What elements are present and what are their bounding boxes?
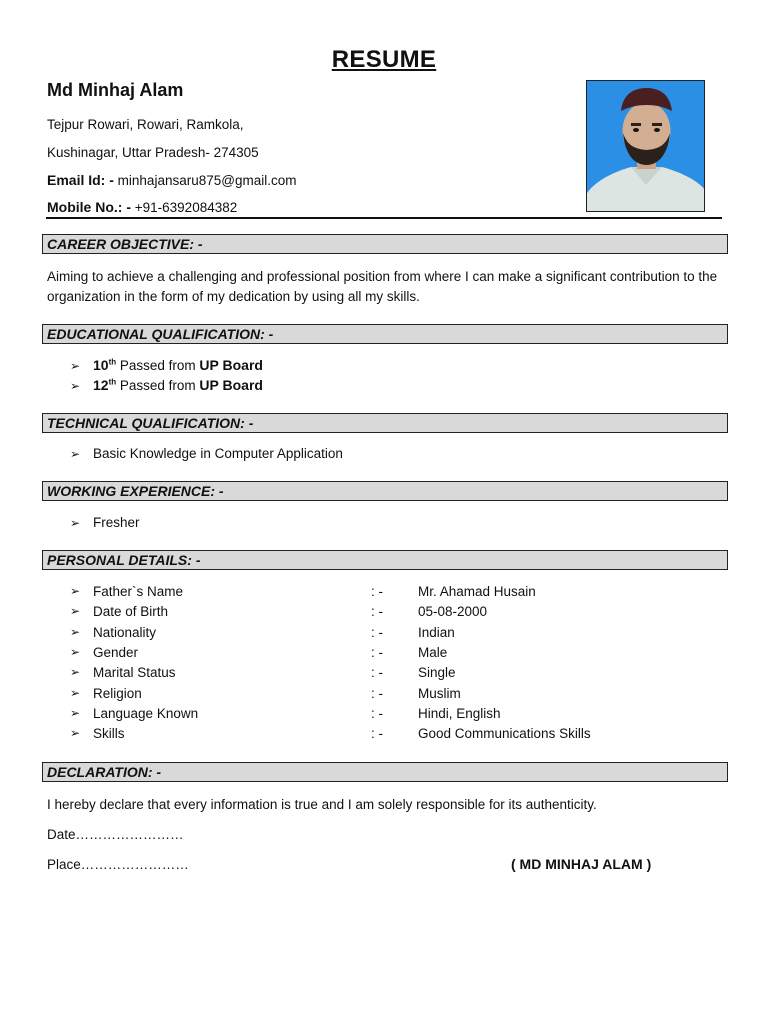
mobile-value: +91-6392084382 xyxy=(134,200,238,215)
date-line: Date…………………… xyxy=(47,827,184,842)
email-value: minhajansaru875@gmail.com xyxy=(117,173,297,188)
personal-detail-separator: : - xyxy=(371,705,383,721)
personal-detail-separator: : - xyxy=(371,665,383,681)
education-grade: 12 xyxy=(93,377,109,393)
personal-detail-value: Single xyxy=(418,665,456,681)
personal-detail-row xyxy=(70,706,670,726)
career-objective-text: Aiming to achieve a challenging and professional position from where I can make a significant contribution to the organization in the form of my dedication by using all my skills. xyxy=(47,269,718,304)
experience-item xyxy=(70,515,140,530)
personal-detail-row xyxy=(70,584,670,604)
personal-detail-label: Date of Birth xyxy=(93,604,169,620)
email-label: Email Id: - xyxy=(47,172,114,188)
personal-detail-label: Language Known xyxy=(93,705,199,721)
personal-detail-value: Mr. Ahamad Husain xyxy=(418,584,536,599)
personal-detail-value: Good Communications Skills xyxy=(418,726,591,742)
arrowhead-bullet-icon: ➢ xyxy=(70,726,81,741)
page-title: RESUME xyxy=(331,46,437,73)
education-item xyxy=(70,377,263,393)
arrowhead-bullet-icon: ➢ xyxy=(70,379,81,393)
personal-detail-value: 05-08-2000 xyxy=(418,604,488,620)
personal-detail-label: Nationality xyxy=(93,624,157,640)
arrowhead-bullet-icon: ➢ xyxy=(70,624,81,639)
personal-detail-row xyxy=(70,625,670,645)
personal-detail-row xyxy=(70,604,670,624)
personal-detail-label: Gender xyxy=(93,644,139,660)
personal-detail-value: Indian xyxy=(418,624,455,640)
personal-detail-value: Hindi, English xyxy=(418,705,501,721)
personal-details-heading: PERSONAL DETAILS: - xyxy=(42,550,728,570)
header-divider xyxy=(46,217,722,219)
personal-detail-separator: : - xyxy=(371,584,383,599)
mobile-label: Mobile No.: - xyxy=(47,199,131,215)
address-line-2: Kushinagar, Uttar Pradesh- 274305 xyxy=(47,145,259,160)
arrowhead-bullet-icon: ➢ xyxy=(70,705,81,720)
arrowhead-bullet-icon: ➢ xyxy=(70,359,81,373)
personal-detail-value: Muslim xyxy=(418,685,461,701)
arrowhead-bullet-icon: ➢ xyxy=(70,685,81,700)
address-line-1: Tejpur Rowari, Rowari, Ramkola, xyxy=(47,117,244,132)
personal-detail-row xyxy=(70,665,670,685)
declaration-text: I hereby declare that every information is true and I am solely responsible for its authenticity. xyxy=(47,797,597,812)
education-heading: EDUCATIONAL QUALIFICATION: - xyxy=(42,324,728,344)
place-line: Place…………………… xyxy=(47,857,189,872)
technical-item-text: Basic Knowledge in Computer Application xyxy=(93,446,343,461)
personal-detail-row xyxy=(70,686,670,706)
personal-detail-separator: : - xyxy=(371,644,383,660)
education-grade-suffix: th xyxy=(108,357,117,367)
personal-detail-label: Skills xyxy=(93,726,125,742)
education-text: Passed from xyxy=(116,358,200,373)
experience-heading: WORKING EXPERIENCE: - xyxy=(42,481,728,501)
personal-detail-label: Religion xyxy=(93,685,142,701)
personal-detail-row xyxy=(70,726,670,746)
declaration-heading: DECLARATION: - xyxy=(42,762,728,782)
education-board: UP Board xyxy=(199,357,263,373)
education-text: Passed from xyxy=(116,378,200,393)
arrowhead-bullet-icon: ➢ xyxy=(70,665,81,680)
technical-heading: TECHNICAL QUALIFICATION: - xyxy=(42,413,728,433)
arrowhead-bullet-icon: ➢ xyxy=(70,644,81,659)
personal-detail-separator: : - xyxy=(371,604,383,620)
profile-photo xyxy=(586,80,705,212)
candidate-name: Md Minhaj Alam xyxy=(47,80,184,100)
education-grade: 10 xyxy=(93,357,109,373)
arrowhead-bullet-icon: ➢ xyxy=(70,516,81,530)
email-line xyxy=(47,172,296,188)
personal-detail-value: Male xyxy=(418,644,448,660)
arrowhead-bullet-icon: ➢ xyxy=(70,447,81,461)
personal-detail-row xyxy=(70,645,670,665)
mobile-line xyxy=(47,199,237,215)
personal-detail-separator: : - xyxy=(371,685,383,701)
career-objective-heading: CAREER OBJECTIVE: - xyxy=(42,234,728,254)
personal-detail-separator: : - xyxy=(371,726,383,742)
education-grade-suffix: th xyxy=(108,377,117,387)
signature-name: ( MD MINHAJ ALAM ) xyxy=(511,856,652,872)
experience-item-text: Fresher xyxy=(93,515,140,530)
arrowhead-bullet-icon: ➢ xyxy=(70,604,81,619)
education-board: UP Board xyxy=(199,377,263,393)
personal-detail-label: Marital Status xyxy=(93,665,176,681)
arrowhead-bullet-icon: ➢ xyxy=(70,584,81,598)
personal-detail-label: Father`s Name xyxy=(93,584,184,599)
education-item xyxy=(70,357,263,373)
technical-item xyxy=(70,446,343,461)
personal-detail-separator: : - xyxy=(371,624,383,640)
